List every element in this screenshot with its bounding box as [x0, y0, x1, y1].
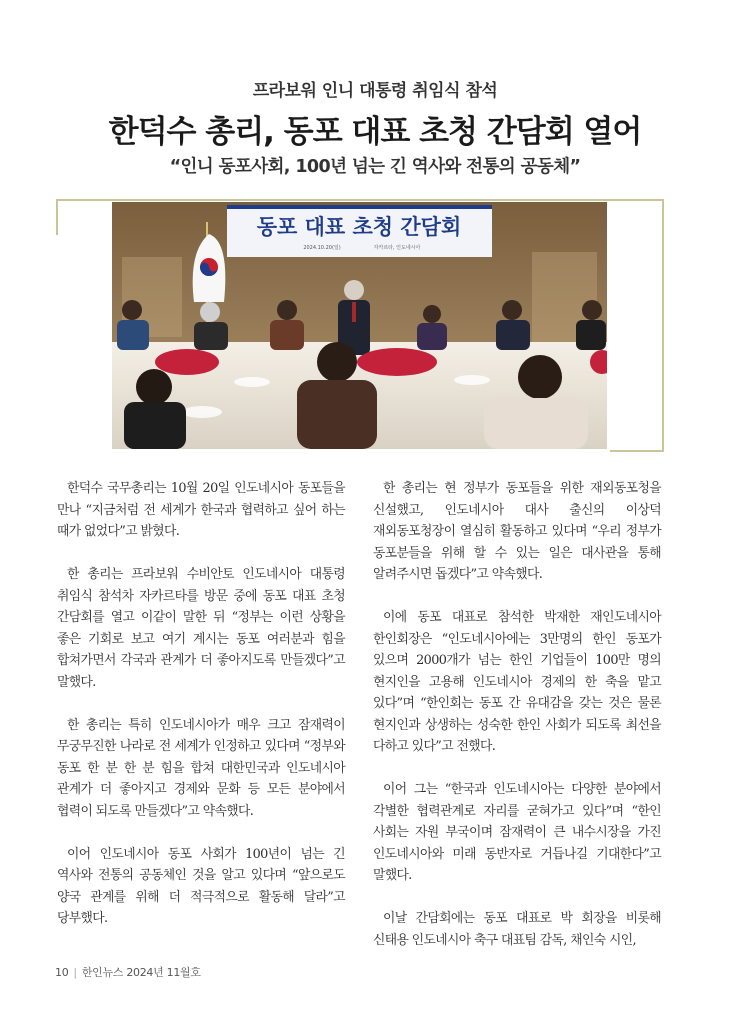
paragraph: 이어 그는 “한국과 인도네시아는 다양한 분야에서 각별한 협력관계로 자리를 굳혀가고 있다”며 “한인 사회는 자원 부국이며 잠재력이 큰 내수시장을 가진 인도네시아와 미래 동반자로 거듭나길 기대한다”고 말했다. — [373, 782, 661, 883]
paragraph: 한 총리는 현 정부가 동포들을 위한 재외동포청을 신설했고, 인도네시아 대사 출신의 이상덕 재외동포청장이 열심히 활동하고 있다며 “우리 정부가 동포분들을 위해 할 수 있는 일은 대사관을 통해 알려주시면 돕겠다”고 약속했다. — [373, 481, 661, 582]
subhead: “인니 동포사회, 100년 넘는 긴 역사와 전통의 공동체” — [169, 157, 581, 177]
paragraph: 이날 간담회에는 동포 대표로 박 회장을 비롯해 신태용 인도네시아 축구 대표팀 감독, 채인숙 시인, — [373, 911, 661, 948]
page-number: 10 — [55, 966, 69, 979]
kicker: 프라보워 인니 대통령 취임식 참석 — [252, 81, 498, 101]
photo-frame-bottom — [610, 450, 664, 452]
banner-place: 자카르타, 인도네시아 — [373, 245, 421, 251]
photo-frame-top — [56, 199, 664, 201]
photo-frame-left — [56, 199, 58, 235]
paragraph: 이에 동포 대표로 참석한 박재한 재인도네시아 한인회장은 “인도네시아에는 3만명의 한인 동포가 있으며 2000개가 넘는 한인 기업들이 100만 명의 현지인을 고용해 인도네시아 경제의 한 축을 맡고 있다”며 “한인회는 동포 간 유대감을 갖는 것은 물론 현지인과 상생하는 성숙한 한인 사회가 되도록 최선을 다하고 있다”고 전했다. — [373, 610, 661, 754]
body-column-left — [57, 478, 345, 951]
body-column-right — [373, 478, 661, 973]
publication-name: 한인뉴스 2024년 11월호 — [81, 966, 201, 979]
paragraph: 이어 인도네시아 동포 사회가 100년이 넘는 긴 역사와 전통의 공동체인 것을 알고 있다며 “앞으로도 양국 관계를 위해 더 적극적으로 활동해 달라”고 당부했다. — [57, 846, 345, 926]
photo-frame-right — [662, 199, 664, 452]
headline: 한덕수 총리, 동포 대표 초청 간담회 열어 — [108, 114, 642, 150]
paragraph: 한덕수 국무총리는 10월 20일 인도네시아 동포들을 만나 “지금처럼 전 세계가 한국과 협력하고 싶어 하는 때가 없었다”고 밝혔다. — [57, 481, 345, 539]
banner-title: 동포 대표 초청 간담회 — [256, 215, 462, 239]
event-photo — [112, 202, 607, 449]
paragraph: 한 총리는 특히 인도네시아가 매우 크고 잠재력이 무궁무진한 나라로 전 세계가 인정하고 있다며 “정부와 동포 한 분 한 분 힘을 합쳐 대한민국과 인도네시아 관계가 더 좋아지고 경제와 문화 등 모든 분야에서 협력이 되도록 만들겠다”고 약속했다. — [57, 717, 345, 819]
page-footer — [55, 964, 201, 980]
paragraph: 한 총리는 프라보워 수비안토 인도네시아 대통령 취임식 참석차 자카르타를 방문 중에 동포 대표 초청 간담회를 열고 이같이 말한 뒤 “정부는 이런 상황을 좋은 기회로 보고 여기 계시는 동포 여러분과 힘을 합쳐가면서 각국과 관계가 더 좋아지도록 만들겠다”고 말했다. — [57, 567, 345, 690]
banner-date: 2024.10.20(일) — [303, 245, 341, 251]
footer-divider: | — [73, 966, 77, 979]
